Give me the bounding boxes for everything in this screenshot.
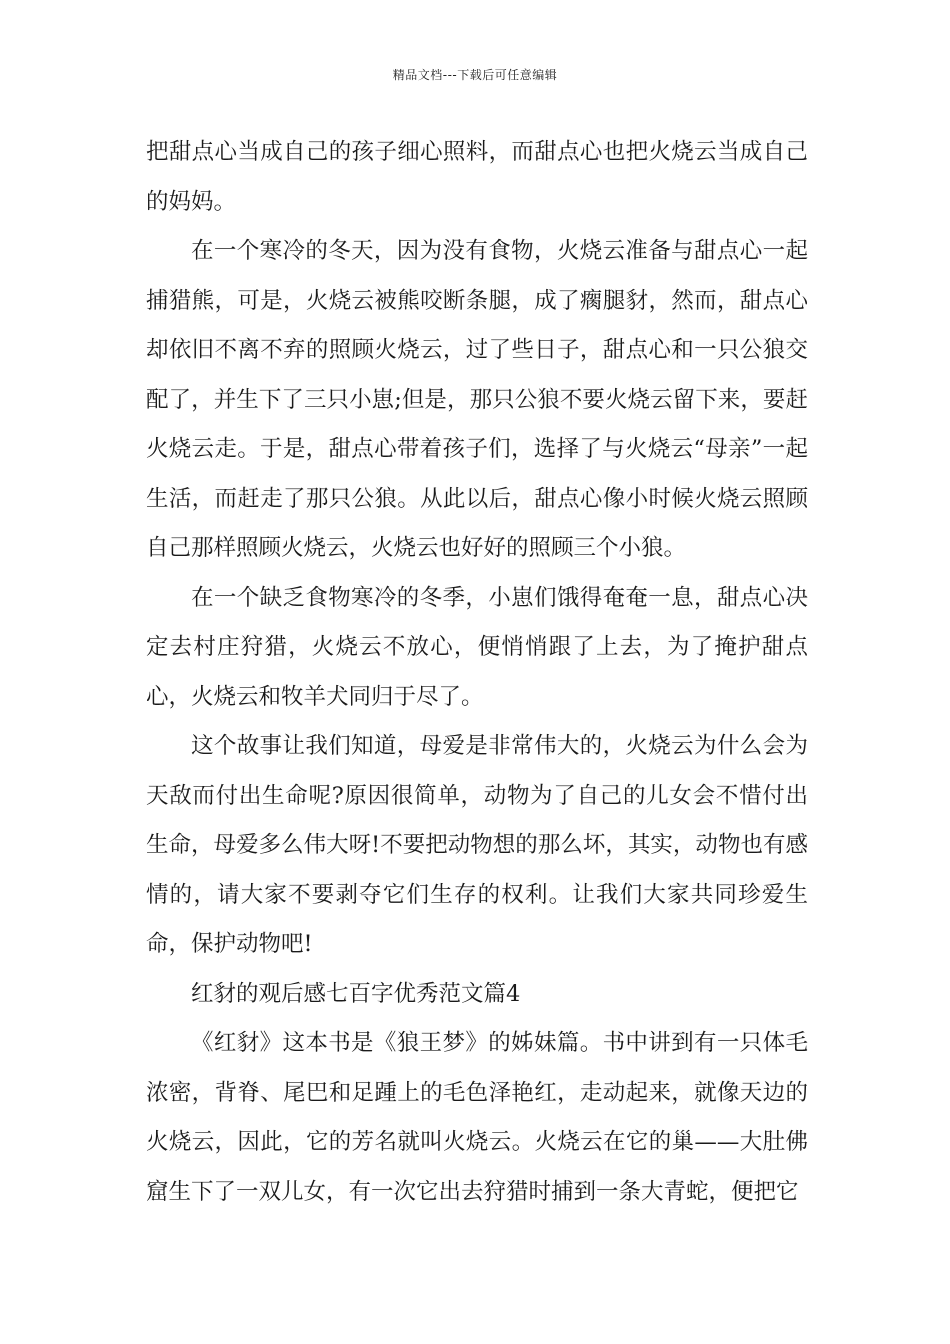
paragraph-lesson: 这个故事让我们知道，母爱是非常伟大的，火烧云为什么会为天敌而付出生命呢?原因很简单，动物为了自己的儿女会不惜付出生命，母爱多么伟大呀!不要把动物想的那么坏，其实，动物也有感情的，请大家不要剥夺它们生存的权利。让我们大家共同珍爱生命，保护动物吧! [146, 733, 808, 957]
section-heading: 红豺的观后感七百字优秀范文篇4 [191, 980, 521, 1007]
paragraph-section-intro: 《红豺》这本书是《狼王梦》的姊妹篇。书中讲到有一只体毛浓密，背脊、尾巴和足踵上的毛色泽艳红，走动起来，就像天边的火烧云，因此，它的芳名就叫火烧云。火烧云在它的巢——大肚佛窟生下了一双儿女，有一次它出去狩猎时捕到一条大青蛇，便把它 [146, 1030, 808, 1205]
paragraph-winter-hunt: 在一个寒冷的冬天，因为没有食物，火烧云准备与甜点心一起捕猎熊，可是，火烧云被熊咬断条腿，成了瘸腿豺，然而，甜点心却依旧不离不弃的照顾火烧云，过了些日子，甜点心和一只公狼交配了，并生下了三只小崽;但是，那只公狼不要火烧云留下来，要赶火烧云走。于是，甜点心带着孩子们，选择了与火烧云“母亲”一起生活，而赶走了那只公狼。从此以后，甜点心像小时候火烧云照顾自己那样照顾火烧云，火烧云也好好的照顾三个小狼。 [146, 238, 808, 561]
document-body [146, 128, 808, 1217]
paragraph-sacrifice: 在一个缺乏食物寒冷的冬季，小崽们饿得奄奄一息，甜点心决定去村庄狩猎，火烧云不放心，便悄悄跟了上去，为了掩护甜点心，火烧云和牧羊犬同归于尽了。 [146, 584, 808, 710]
page-header: 精品文档---下载后可任意编辑 [392, 68, 558, 82]
paragraph-continuation: 把甜点心当成自己的孩子细心照料，而甜点心也把火烧云当成自己的妈妈。 [146, 139, 808, 215]
